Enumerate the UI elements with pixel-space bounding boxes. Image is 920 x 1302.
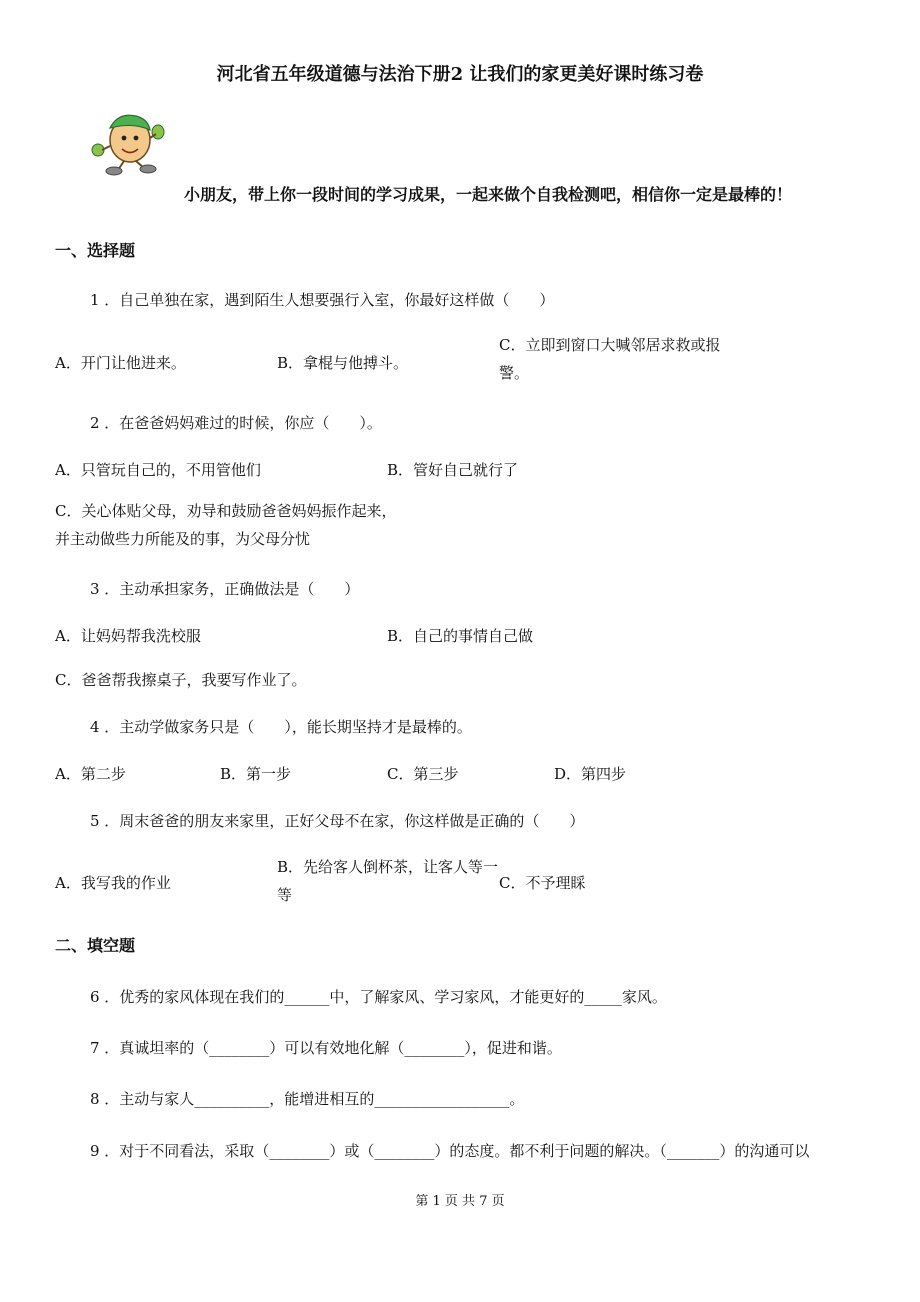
option-text: B．拿棍与他搏斗。 <box>277 354 409 372</box>
option-text: B．先给客人倒杯茶，让客人等一等 <box>277 858 499 904</box>
question-stem: 3 ．主动承担家务，正确做法是（ ） <box>90 580 360 598</box>
option-text: A．我写我的作业 <box>55 874 171 892</box>
question-stem: 5 ．周末爸爸的朋友来家里，正好父母不在家，你这样做是正确的（ ） <box>90 812 585 830</box>
option-text: C．立即到窗口大喊邻居求救或报警。 <box>499 336 721 382</box>
cartoon-boy-mascot-icon <box>88 110 168 180</box>
option-text: C．第三步 <box>387 765 459 783</box>
question-stem: 4 ．主动学做家务只是（ ），能长期坚持才是最棒的。 <box>90 718 472 736</box>
question-stem: 7 ．真诚坦率的（________）可以有效地化解（________），促进和谐。 <box>90 1039 562 1057</box>
option-text: A．只管玩自己的，不用管他们 <box>55 461 261 479</box>
option-text: B．第一步 <box>220 765 292 783</box>
page-title: 河北省五年级道德与法治下册2 让我们的家更美好课时练习卷 <box>216 64 704 85</box>
option-text: B．管好自己就行了 <box>387 461 519 479</box>
option-text: B．自己的事情自己做 <box>387 627 534 645</box>
option-text: A．开门让他进来。 <box>55 354 186 372</box>
section-heading-fill: 二、填空题 <box>55 936 136 955</box>
question-stem: 9 ．对于不同看法，采取（________）或（________）的态度。都不利于问题的解决。（_______）的沟通可以 <box>90 1142 810 1160</box>
intro-text: 小朋友，带上你一段时间的学习成果，一起来做个自我检测吧，相信你一定是最棒的！ <box>184 185 793 204</box>
option-text: C．爸爸帮我擦桌子，我要写作业了。 <box>55 671 307 689</box>
option-text: C．关心体贴父母，劝导和鼓励爸爸妈妈振作起来，并主动做些力所能及的事，为父母分忧 <box>55 502 397 548</box>
question-stem: 6 ．优秀的家风体现在我们的______中，了解家风、学习家风，才能更好的_____家风。 <box>90 988 667 1006</box>
option-text: D．第四步 <box>554 765 627 783</box>
section-heading-choice: 一、选择题 <box>55 241 136 260</box>
page-footer: 第 1 页 共 7 页 <box>415 1194 505 1209</box>
option-text: A．第二步 <box>55 765 126 783</box>
question-stem: 2 ．在爸爸妈妈难过的时候，你应（ ）。 <box>90 414 382 432</box>
question-stem: 8 ．主动与家人__________，能增进相互的__________________。 <box>90 1090 525 1108</box>
option-text: C．不予理睬 <box>499 874 586 892</box>
question-stem: 1 ．自己单独在家，遇到陌生人想要强行入室，你最好这样做（ ） <box>90 291 555 309</box>
option-text: A．让妈妈帮我洗校服 <box>55 627 201 645</box>
